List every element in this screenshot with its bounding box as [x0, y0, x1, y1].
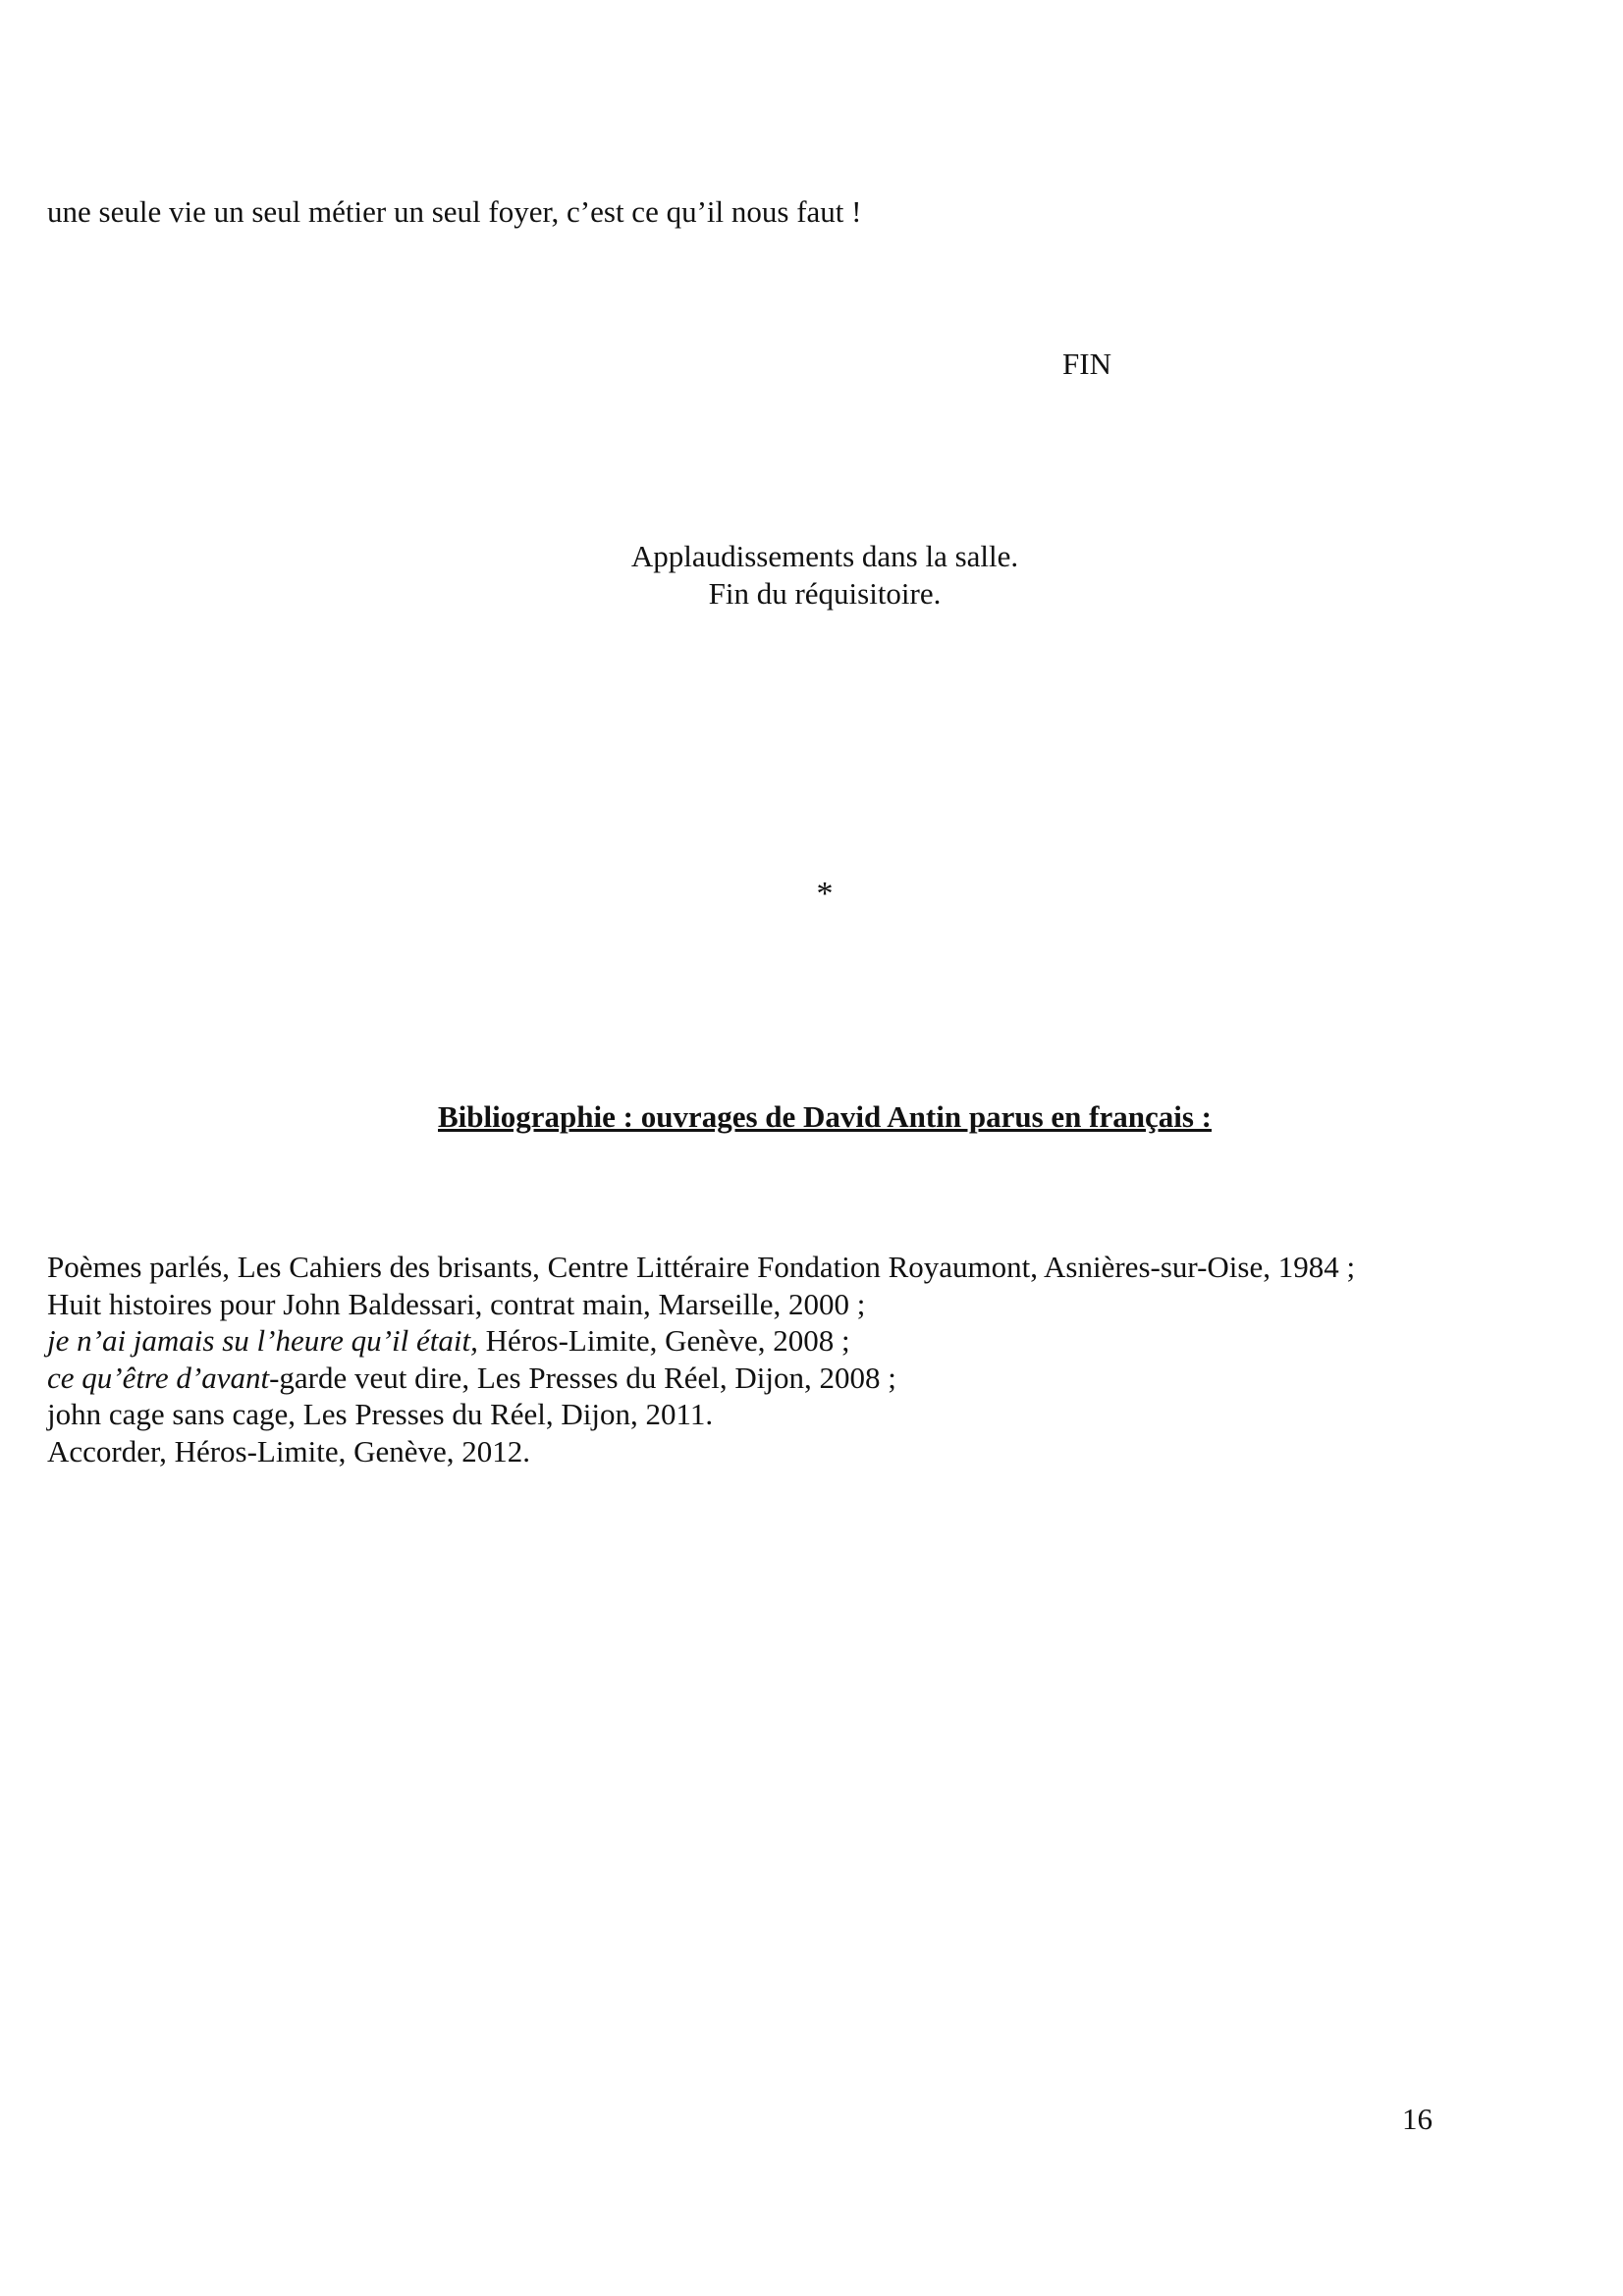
section-separator: * [816, 876, 834, 912]
bibliography-entry [47, 1433, 1355, 1470]
bibliography-title: Bibliographie : ouvrages de David Antin parus en français : [438, 1099, 1212, 1134]
page-number: 16 [1402, 2102, 1433, 2136]
bibliography-entry [47, 1360, 1355, 1397]
stage-directions [550, 538, 1100, 613]
stage-direction-end: Fin du réquisitoire. [708, 576, 942, 611]
entry-italic-part: je n’ai jamais su l’heure qu’il était, [47, 1323, 478, 1359]
bibliography-entry [47, 1322, 1355, 1360]
entry-text: Huit histoires pour John Baldessari, contrat main, Marseille, 2000 ; [47, 1286, 866, 1321]
bibliography-entry [47, 1249, 1355, 1286]
entry-text: Poèmes parlés, Les Cahiers des brisants, Centre Littéraire Fondation Royaumont, Asnières-sur-Oise, 1984 ; [47, 1250, 1356, 1284]
entry-text: garde veut dire, Les Presses du Réel, Dijon, 2008 ; [279, 1360, 896, 1395]
stage-direction-applause: Applaudissements dans la salle. [630, 539, 1019, 573]
bibliography-entry [47, 1286, 1355, 1323]
bibliography-list [47, 1249, 1355, 1470]
bibliography-entry [47, 1396, 1355, 1433]
end-marker: FIN [1062, 347, 1111, 381]
entry-text: john cage sans cage, Les Presses du Réel, Dijon, 2011. [47, 1397, 714, 1432]
entry-text: Héros-Limite, Genève, 2008 ; [477, 1323, 850, 1359]
closing-line: une seule vie un seul métier un seul foyer, c’est ce qu’il nous faut ! [47, 194, 862, 229]
entry-text: Accorder, Héros-Limite, Genève, 2012. [47, 1433, 530, 1468]
entry-italic-part: ce qu’être d’avant- [47, 1360, 280, 1395]
